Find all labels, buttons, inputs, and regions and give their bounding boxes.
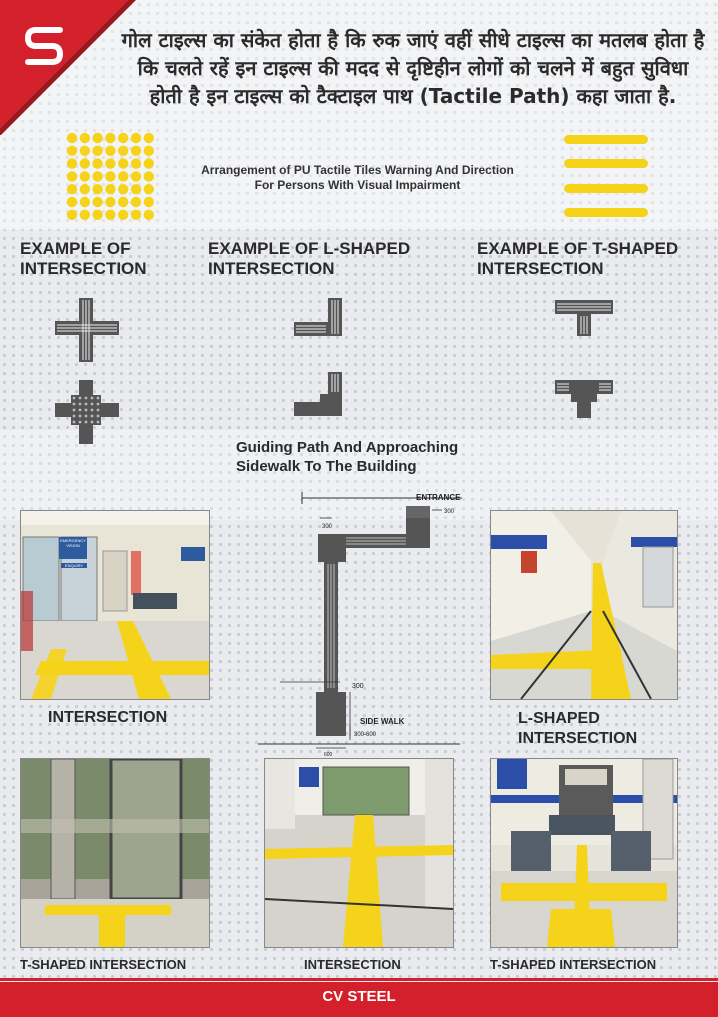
warning-dot	[67, 197, 77, 207]
warning-dot	[92, 184, 102, 194]
caption-line: L-SHAPED	[518, 710, 600, 727]
warning-dot	[67, 158, 77, 168]
warning-dot	[97, 415, 100, 418]
sign-text: EMERGENCY	[60, 538, 86, 543]
warning-dot	[80, 210, 90, 220]
warning-dot	[118, 133, 128, 143]
warning-dot	[92, 210, 102, 220]
warning-dot	[92, 146, 102, 156]
warning-dot	[67, 146, 77, 156]
caption-intersection-mid: INTERSECTION	[48, 709, 168, 726]
warning-dot	[118, 197, 128, 207]
warning-dot	[92, 171, 102, 181]
direction-tile-bars	[562, 132, 650, 222]
warning-dot	[144, 171, 154, 181]
hindi-description: गोल टाइल्स का संकेत होता है कि रुक जाएं वहीं सीधे टाइल्स का मतलब होता है कि चलते रहें इन टाइल्स की मदद से दृष्टिहीन लोगों को चलने में बहुत सुविधा होती है इन टाइल्स को टैक्टाइल पाथ (Tactile Path) कहा जाता है.	[121, 28, 705, 108]
warning-dot	[91, 415, 94, 418]
t-shaped-warning-diagram	[553, 378, 615, 420]
warning-dot	[80, 133, 90, 143]
warning-dot	[85, 409, 88, 412]
warning-dot	[144, 146, 154, 156]
warning-dot	[80, 197, 90, 207]
warning-dot	[97, 409, 100, 412]
side-walk-label: SIDE WALK	[360, 717, 405, 726]
warning-dot	[97, 421, 100, 424]
guiding-path-diagram	[250, 488, 470, 763]
warning-dot	[85, 421, 88, 424]
warning-dot	[97, 397, 100, 400]
warning-dot	[144, 210, 154, 220]
warning-dot	[131, 133, 141, 143]
tiles-subtitle	[170, 163, 545, 193]
hall-scene	[265, 759, 453, 947]
warning-dot	[144, 197, 154, 207]
subtitle-line: Arrangement of PU Tactile Tiles Warning And Direction	[201, 163, 514, 177]
warning-dot	[105, 197, 115, 207]
warning-dot	[80, 146, 90, 156]
warning-dot	[67, 210, 77, 220]
dim-300-side: 300	[352, 683, 364, 690]
corridor-scene	[491, 511, 677, 699]
warning-dot	[118, 184, 128, 194]
warning-dot	[144, 158, 154, 168]
heading-line: EXAMPLE OF L-SHAPED	[208, 239, 411, 258]
photo-sign: ENQUIRY	[61, 563, 87, 568]
warning-dot	[118, 146, 128, 156]
warning-dot	[91, 421, 94, 424]
photo-intersection-lobby	[20, 510, 210, 700]
example-intersection-heading	[20, 239, 147, 279]
warning-dot	[79, 403, 82, 406]
photo-t-shaped-waiting	[490, 758, 678, 948]
heading-line: INTERSECTION	[208, 259, 335, 278]
photo-t-shaped-entrance	[20, 758, 210, 948]
warning-dot	[80, 171, 90, 181]
warning-dot	[144, 133, 154, 143]
warning-dot	[144, 184, 154, 194]
warning-dot	[73, 409, 76, 412]
warning-dot	[79, 409, 82, 412]
warning-dot	[131, 146, 141, 156]
heading-line: EXAMPLE OF T-SHAPED	[477, 239, 679, 258]
example-lshaped-heading	[208, 239, 410, 279]
warning-dot	[80, 184, 90, 194]
l-shaped-diagram	[290, 298, 346, 338]
warning-dot	[92, 158, 102, 168]
warning-dot	[105, 210, 115, 220]
warning-dot	[131, 184, 141, 194]
warning-dot	[80, 158, 90, 168]
title-line: Sidewalk To The Building	[236, 458, 417, 475]
subtitle-line: For Persons With Visual Impairment	[254, 178, 461, 192]
entrance-label: ENTRANCE	[416, 493, 461, 502]
warning-dot	[85, 415, 88, 418]
warning-dot	[131, 197, 141, 207]
lobby-scene	[21, 511, 209, 699]
caption-l-shaped	[518, 709, 637, 749]
caption-t-shaped-left: T-SHAPED INTERSECTION	[20, 957, 187, 972]
waiting-scene	[491, 759, 677, 947]
warning-dot	[105, 133, 115, 143]
warning-dot	[73, 415, 76, 418]
sign-text: VISION	[66, 543, 80, 548]
caption-intersection-bottom: INTERSECTION	[304, 957, 401, 972]
warning-dot	[67, 171, 77, 181]
warning-dot	[105, 171, 115, 181]
warning-tile-dots	[66, 132, 156, 222]
warning-dot	[97, 403, 100, 406]
warning-dot	[105, 158, 115, 168]
warning-dot	[73, 421, 76, 424]
warning-dot	[105, 146, 115, 156]
example-tshaped-heading	[477, 239, 678, 279]
heading-line: INTERSECTION	[477, 259, 604, 278]
footer-brand-text: CV STEEL	[322, 988, 396, 1005]
warning-dot	[67, 133, 77, 143]
warning-dot	[67, 184, 77, 194]
warning-dot	[79, 415, 82, 418]
cross-intersection-warning-diagram	[55, 380, 119, 444]
heading-line: EXAMPLE OF	[20, 239, 131, 258]
warning-dot	[91, 403, 94, 406]
warning-dot	[131, 158, 141, 168]
caption-line: INTERSECTION	[518, 730, 638, 747]
dim-600: 600	[324, 752, 333, 758]
warning-dot	[79, 397, 82, 400]
entrance-scene	[21, 759, 209, 947]
dim-range: 300-600	[354, 732, 377, 738]
warning-dot	[79, 421, 82, 424]
t-shaped-diagram	[553, 298, 615, 338]
dim-300-entrance: 300	[444, 509, 455, 515]
warning-dot	[73, 397, 76, 400]
cross-intersection-diagram	[55, 298, 119, 362]
l-shaped-warning-diagram	[290, 372, 346, 418]
warning-dot	[85, 397, 88, 400]
footer-divider	[0, 978, 718, 981]
warning-dot	[85, 403, 88, 406]
photo-intersection-hall	[264, 758, 454, 948]
footer-bar	[0, 982, 718, 1017]
warning-dot	[118, 171, 128, 181]
heading-line: INTERSECTION	[20, 259, 147, 278]
photo-l-shaped-corridor	[490, 510, 678, 700]
dim-300-top: 300	[322, 524, 333, 530]
title-line: Guiding Path And Approaching	[236, 439, 459, 456]
warning-dot	[131, 210, 141, 220]
warning-dot	[92, 133, 102, 143]
warning-dot	[105, 184, 115, 194]
warning-dot	[91, 409, 94, 412]
warning-dot	[91, 397, 94, 400]
warning-dot	[73, 403, 76, 406]
warning-dot	[118, 210, 128, 220]
guiding-path-title	[236, 438, 458, 476]
caption-t-shaped-right: T-SHAPED INTERSECTION	[490, 957, 657, 972]
warning-dot	[131, 171, 141, 181]
photo-sign	[59, 538, 87, 548]
warning-dot	[92, 197, 102, 207]
warning-dot	[118, 158, 128, 168]
